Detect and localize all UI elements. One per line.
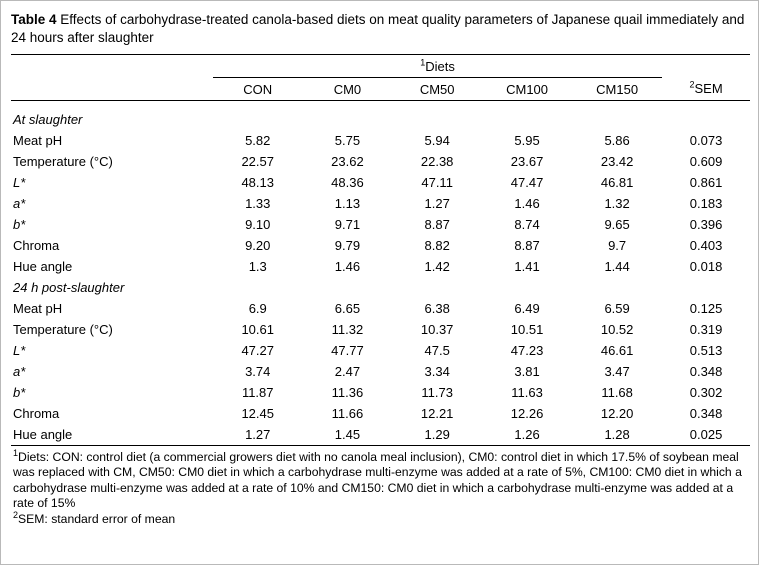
cell-con: 22.57 <box>241 154 274 170</box>
cell-cm50: 1.42 <box>424 259 450 275</box>
table-row <box>11 193 750 214</box>
footnote-2-superscript: 2 <box>13 509 19 520</box>
cell-cm0: 9.71 <box>334 217 361 233</box>
cell-cm0: 11.36 <box>331 385 364 401</box>
cell-cm150: 1.32 <box>604 196 630 212</box>
table-row <box>11 172 750 193</box>
group-header-row <box>11 55 750 78</box>
cell-con: 10.61 <box>241 322 274 338</box>
column-header-cm0: CM0 <box>333 81 362 97</box>
section-title-row <box>11 277 750 298</box>
table-row <box>11 403 750 424</box>
section2-blank-4 <box>482 277 572 298</box>
cell-cm150: 9.65 <box>604 217 630 233</box>
cell-cm100: 1.46 <box>514 196 540 212</box>
section-title-post-slaughter: 24 h post-slaughter <box>13 280 125 296</box>
cell-cm100: 47.23 <box>510 343 544 359</box>
cell-con: 6.9 <box>248 301 267 317</box>
table-row <box>11 256 750 277</box>
section-blank-1 <box>213 109 303 130</box>
footnote-diets <box>13 450 748 512</box>
footnote-1-superscript: 1 <box>13 448 19 459</box>
footnote-2-text: SEM: standard error of mean <box>18 511 176 526</box>
row-label: Hue angle <box>13 259 73 275</box>
row-label: Hue angle <box>11 424 213 446</box>
section2-blank-1 <box>213 277 303 298</box>
row-label: Meat pH <box>13 301 63 317</box>
cell-cm0: 1.45 <box>303 424 393 446</box>
row-label: Chroma <box>13 406 60 422</box>
table-row <box>11 130 750 151</box>
table-row <box>11 319 750 340</box>
row-label: L* <box>13 343 26 359</box>
row-label: Temperature (°C) <box>13 154 113 170</box>
cell-sem: 0.348 <box>689 364 723 380</box>
spacer-cell <box>11 101 750 110</box>
cell-cm0: 6.65 <box>334 301 361 317</box>
row-label: a* <box>13 364 26 380</box>
cell-cm50: 3.34 <box>424 364 450 380</box>
section2-blank-6 <box>662 277 750 298</box>
cell-cm150: 3.47 <box>604 364 630 380</box>
cell-sem: 0.302 <box>689 385 723 401</box>
section-blank-3 <box>392 109 482 130</box>
cell-cm50: 1.27 <box>424 196 450 212</box>
cell-cm0: 47.77 <box>331 343 364 359</box>
header-rule-spacer <box>11 101 750 110</box>
cell-cm50: 47.5 <box>424 343 450 359</box>
table-row <box>11 361 750 382</box>
cell-con: 3.74 <box>245 364 271 380</box>
cell-cm100: 8.87 <box>514 238 540 254</box>
cell-sem: 0.609 <box>689 154 723 170</box>
cell-cm50: 47.11 <box>421 175 453 191</box>
cell-cm150: 1.44 <box>604 259 630 275</box>
table-row <box>11 382 750 403</box>
table-footnotes <box>11 450 748 527</box>
cell-cm100: 8.74 <box>514 217 540 233</box>
cell-cm150: 46.81 <box>600 175 634 191</box>
cell-sem: 0.125 <box>689 301 723 317</box>
table-row <box>11 424 750 446</box>
cell-cm50: 8.87 <box>424 217 450 233</box>
cell-sem: 0.018 <box>689 259 723 275</box>
cell-sem: 0.403 <box>689 238 723 254</box>
cell-sem: 0.319 <box>689 322 723 338</box>
cell-cm0: 2.47 <box>334 364 361 380</box>
cell-cm150: 11.68 <box>601 385 633 401</box>
row-label: Meat pH <box>13 133 63 149</box>
cell-cm100: 11.63 <box>511 385 543 401</box>
section-title-at-slaughter: At slaughter <box>13 112 83 128</box>
cell-cm100: 12.26 <box>510 406 544 422</box>
column-header-cm150: CM150 <box>596 81 639 97</box>
cell-cm50: 12.21 <box>420 406 454 422</box>
footnote-sem <box>13 509 748 527</box>
column-header-sem <box>662 78 750 101</box>
cell-con: 5.82 <box>245 133 271 149</box>
cell-sem: 0.025 <box>662 424 750 446</box>
section2-blank-3 <box>392 277 482 298</box>
cell-con: 47.27 <box>241 343 274 359</box>
cell-cm0: 1.13 <box>334 196 361 212</box>
cell-cm150: 9.7 <box>608 238 627 254</box>
diets-superscript: 1 <box>420 57 426 68</box>
cell-cm150: 23.42 <box>600 154 634 170</box>
section2-blank-5 <box>572 277 662 298</box>
group-header-blank <box>11 55 213 78</box>
cell-cm100: 1.41 <box>514 259 540 275</box>
content-area <box>1 1 758 527</box>
table-caption-label: Table 4 <box>11 12 57 27</box>
group-header-sem-blank <box>662 55 750 78</box>
footnote-1-text: Diets: CON: control diet (a commercial growers diet with no canola meal inclusion), CM0: control diet in which 17.5% of soybean meal was replaced with CM, CM50: CM0 diet in which a carbohydrase multi-enzyme was added at a rate of 5%, CM100: CM0 diet in which a carbohydrase multi-enzyme was added at a rate of 10% and CM150: CM0 diet in which a carbohydrase multi-enzyme was added at a rate of 15% <box>13 450 742 511</box>
cell-con: 9.10 <box>245 217 271 233</box>
cell-cm100: 1.26 <box>482 424 572 446</box>
cell-sem: 0.396 <box>689 217 723 233</box>
cell-cm0: 48.36 <box>331 175 364 191</box>
table-row <box>11 151 750 172</box>
section-blank-4 <box>482 109 572 130</box>
cell-cm0: 11.66 <box>331 406 364 422</box>
cell-con: 1.33 <box>245 196 271 212</box>
column-header-blank <box>11 78 213 101</box>
cell-con: 12.45 <box>241 406 274 422</box>
cell-sem: 0.861 <box>689 175 723 191</box>
column-header-row <box>11 78 750 101</box>
column-header-cm50: CM50 <box>419 81 455 97</box>
cell-cm150: 1.28 <box>572 424 662 446</box>
cell-cm0: 23.62 <box>331 154 364 170</box>
row-label: L* <box>13 175 26 191</box>
cell-cm150: 12.20 <box>600 406 634 422</box>
table-caption-text: Effects of carbohydrase-treated canola-based diets on meat quality parameters of Japanese quail immediately and 24 hours after slaughter <box>11 12 745 45</box>
row-label: b* <box>13 217 26 233</box>
cell-cm100: 23.67 <box>510 154 544 170</box>
cell-sem: 0.183 <box>689 196 723 212</box>
cell-cm150: 5.86 <box>604 133 630 149</box>
section-blank-6 <box>662 109 750 130</box>
section-blank-5 <box>572 109 662 130</box>
section-blank-2 <box>303 109 393 130</box>
cell-cm0: 9.79 <box>334 238 361 254</box>
column-header-cm100: CM100 <box>506 81 549 97</box>
cell-cm50: 5.94 <box>424 133 450 149</box>
cell-sem: 0.073 <box>689 133 723 149</box>
cell-cm50: 11.73 <box>421 385 453 401</box>
cell-cm150: 10.52 <box>600 322 634 338</box>
row-label: a* <box>13 196 26 212</box>
diets-group-header <box>213 55 662 78</box>
table-row <box>11 340 750 361</box>
cell-cm150: 46.61 <box>600 343 634 359</box>
cell-cm150: 6.59 <box>604 301 630 317</box>
cell-cm0: 11.32 <box>331 322 364 338</box>
table-row <box>11 214 750 235</box>
column-header-con: CON <box>243 81 273 97</box>
row-label: Chroma <box>13 238 60 254</box>
results-table <box>11 54 750 446</box>
table-row <box>11 298 750 319</box>
cell-sem: 0.348 <box>689 406 723 422</box>
cell-sem: 0.513 <box>689 343 723 359</box>
cell-cm50: 1.29 <box>392 424 482 446</box>
cell-con: 9.20 <box>245 238 271 254</box>
cell-cm0: 5.75 <box>334 133 361 149</box>
cell-cm50: 6.38 <box>424 301 450 317</box>
cell-cm0: 1.46 <box>334 259 361 275</box>
sem-superscript: 2 <box>689 80 695 91</box>
row-label: Temperature (°C) <box>13 322 113 338</box>
cell-cm100: 3.81 <box>514 364 540 380</box>
table-caption <box>11 11 748 46</box>
cell-con: 1.3 <box>248 259 267 275</box>
diets-label: Diets <box>425 58 455 74</box>
cell-con: 1.27 <box>213 424 303 446</box>
cell-cm100: 5.95 <box>514 133 540 149</box>
table-row <box>11 235 750 256</box>
cell-cm50: 22.38 <box>420 154 454 170</box>
cell-con: 11.87 <box>241 385 274 401</box>
row-label: b* <box>13 385 26 401</box>
cell-cm100: 47.47 <box>510 175 544 191</box>
cell-cm100: 10.51 <box>510 322 544 338</box>
cell-cm50: 8.82 <box>424 238 450 254</box>
table-body <box>11 55 750 446</box>
section2-blank-2 <box>303 277 393 298</box>
sem-label: SEM <box>694 81 723 97</box>
cell-con: 48.13 <box>241 175 274 191</box>
cell-cm50: 10.37 <box>420 322 454 338</box>
section-title-row <box>11 109 750 130</box>
cell-cm100: 6.49 <box>514 301 540 317</box>
